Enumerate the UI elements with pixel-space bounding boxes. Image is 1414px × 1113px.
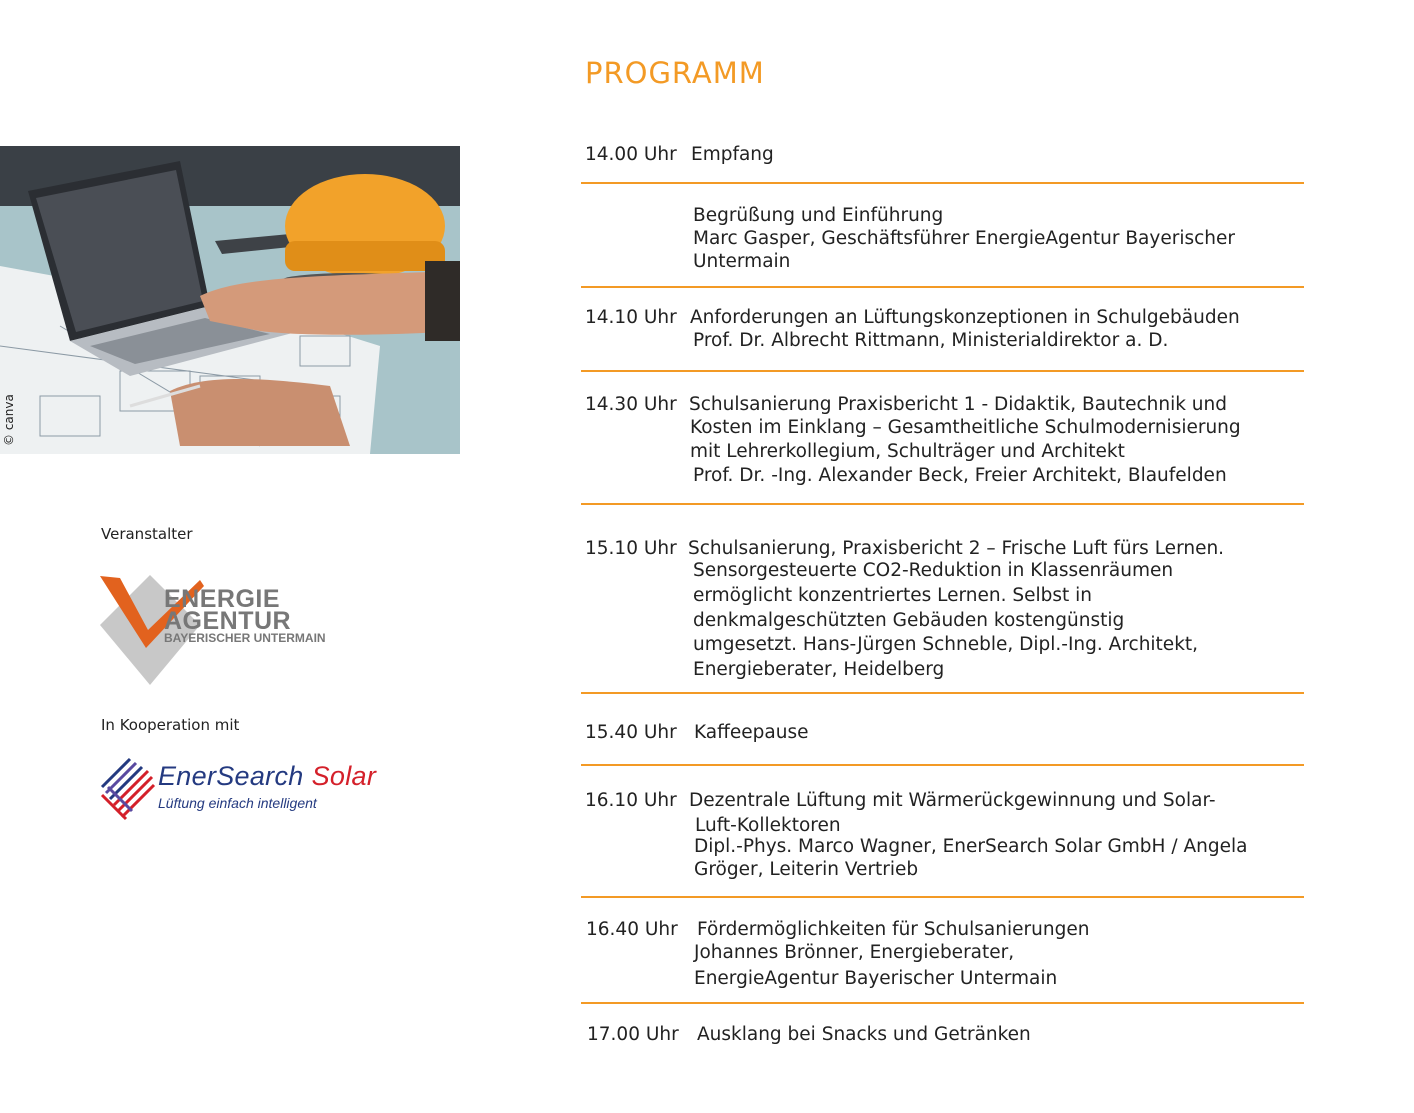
program-text: Schulsanierung Praxisbericht 1 - Didaktik, Bautechnik und (689, 394, 1227, 415)
program-text: mit Lehrerkollegium, Schulträger und Architekt (690, 441, 1125, 462)
program-time: 14.00 Uhr (585, 144, 677, 165)
header-photo (0, 146, 460, 454)
logo-line-energie: ENERGIE (164, 585, 281, 613)
program-text: denkmalgeschützten Gebäuden kostengünstig (693, 610, 1125, 631)
program-text: umgesetzt. Hans-Jürgen Schneble, Dipl.-Ing. Architekt, (693, 634, 1199, 655)
divider (581, 182, 1304, 184)
program-text: Untermain (693, 251, 791, 272)
logo-line-region: BAYERISCHER UNTERMAIN (164, 631, 326, 645)
program-text: Fördermöglichkeiten für Schulsanierungen (697, 919, 1090, 940)
laptop-helmet-blueprint-photo (0, 146, 460, 454)
photo-credit: © canva (2, 394, 16, 446)
program-text: ermöglicht konzentriertes Lernen. Selbst in (693, 585, 1092, 606)
program-text: Begrüßung und Einführung (693, 205, 944, 226)
enersearch-brand: EnerSearch (158, 761, 304, 791)
program-title: PROGRAMM (585, 56, 765, 90)
program-time: 15.40 Uhr (585, 722, 677, 743)
divider (581, 764, 1304, 766)
cooperation-label: In Kooperation mit (101, 716, 240, 734)
divider (581, 1002, 1304, 1004)
divider (581, 286, 1304, 288)
divider (581, 370, 1304, 372)
enersearch-logo (100, 757, 445, 823)
program-text: Schulsanierung, Praxisbericht 2 – Frische Luft fürs Lernen. (688, 538, 1225, 559)
program-text: Gröger, Leiterin Vertrieb (694, 859, 919, 880)
program-time: 16.10 Uhr (585, 790, 677, 811)
energieagentur-logo (100, 570, 370, 688)
program-time: 14.10 Uhr (585, 307, 677, 328)
organizer-label: Veranstalter (101, 525, 193, 543)
program-text: Marc Gasper, Geschäftsführer EnergieAgentur Bayerischer (693, 228, 1235, 249)
divider (581, 503, 1304, 505)
program-text: Luft-Kollektoren (695, 815, 841, 836)
enersearch-wordmark (158, 763, 376, 790)
program-text: Empfang (691, 144, 774, 165)
program-text: EnergieAgentur Bayerischer Untermain (694, 968, 1058, 989)
logo-line-agentur: AGENTUR (164, 607, 292, 635)
enersearch-solar: Solar (311, 761, 377, 791)
program-text: Ausklang bei Snacks und Getränken (697, 1024, 1031, 1045)
program-text: Prof. Dr. -Ing. Alexander Beck, Freier Architekt, Blaufelden (693, 465, 1227, 486)
program-text: Johannes Brönner, Energieberater, (694, 942, 1015, 963)
enersearch-tagline: Lüftung einfach intelligent (158, 795, 317, 811)
program-time: 17.00 Uhr (587, 1024, 679, 1045)
program-text: Dezentrale Lüftung mit Wärmerückgewinnung und Solar- (689, 790, 1216, 811)
program-time: 14.30 Uhr (585, 394, 677, 415)
program-text: Kosten im Einklang – Gesamtheitliche Schulmodernisierung (690, 417, 1241, 438)
program-text: Energieberater, Heidelberg (693, 659, 945, 680)
divider (581, 896, 1304, 898)
enersearch-mark-icon (100, 757, 156, 823)
program-time: 15.10 Uhr (585, 538, 677, 559)
program-text: Kaffeepause (694, 722, 809, 743)
program-text: Sensorgesteuerte CO2-Reduktion in Klassenräumen (693, 560, 1174, 581)
program-time: 16.40 Uhr (586, 919, 678, 940)
divider (581, 692, 1304, 694)
program-text: Anforderungen an Lüftungskonzeptionen in Schulgebäuden (690, 307, 1240, 328)
program-text: Prof. Dr. Albrecht Rittmann, Ministerialdirektor a. D. (693, 330, 1169, 351)
program-text: Dipl.-Phys. Marco Wagner, EnerSearch Solar GmbH / Angela (694, 836, 1248, 857)
